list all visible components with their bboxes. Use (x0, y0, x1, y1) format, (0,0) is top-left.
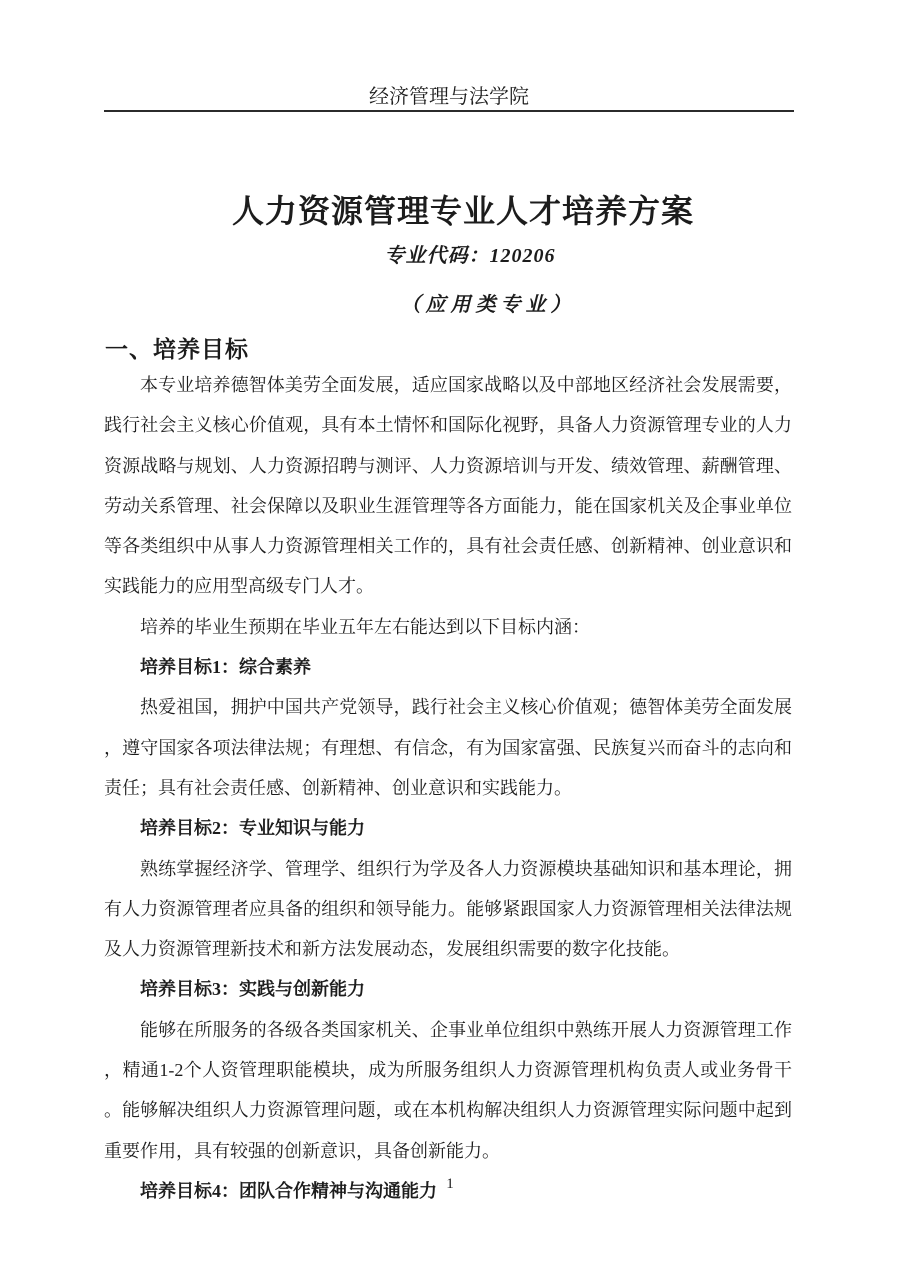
major-code-line: 专业代码：120206 (384, 245, 556, 267)
objective-subheading: 培养目标1：综合素养 (140, 657, 311, 678)
objective-subheading: 培养目标2：专业知识与能力 (140, 818, 365, 839)
section-heading: 一、培养目标 (105, 336, 249, 362)
page-number: 1 (446, 1176, 454, 1192)
category-line: （应用类专业） (400, 294, 576, 316)
section-paragraphs (104, 365, 792, 1211)
body-paragraph: 熟练掌握经济学、管理学、组织行为学及各人力资源模块基础知识和基本理论，拥有人力资源管理者应具备的组织和领导能力。能够紧跟国家人力资源管理相关法律法规及人力资源管理新技术和新方法发展动态，发展组织需要的数字化技能。 (104, 858, 792, 960)
document-title: 人力资源管理专业人才培养方案 (231, 193, 694, 229)
body-paragraph: 本专业培养德智体美劳全面发展，适应国家战略以及中部地区经济社会发展需要，践行社会主义核心价值观，具有本土情怀和国际化视野，具备人力资源管理专业的人力资源战略与规划、人力资源招聘与测评、人力资源培训与开发、绩效管理、薪酬管理、劳动关系管理、社会保障以及职业生涯管理等各方面能力，能在国家机关及企事业单位等各类组织中从事人力资源管理相关工作的，具有社会责任感、创新精神、创业意识和实践能力的应用型高级专门人才。 (104, 375, 792, 597)
objective-subheading: 培养目标3：实践与创新能力 (140, 979, 365, 1000)
objective-subheading: 培养目标4：团队合作精神与沟通能力 (140, 1180, 437, 1201)
body-paragraph: 培养的毕业生预期在毕业五年左右能达到以下目标内涵： (140, 616, 590, 637)
body-paragraph: 热爱祖国，拥护中国共产党领导，践行社会主义核心价值观；德智体美劳全面发展，遵守国家各项法律法规；有理想、有信念，有为国家富强、民族复兴而奋斗的志向和责任；具有社会责任感、创新精神、创业意识和实践能力。 (104, 697, 792, 798)
page-header (104, 86, 794, 112)
page-header-text: 经济管理与法学院 (369, 86, 529, 108)
body-paragraph: 能够在所服务的各级各类国家机关、企事业单位组织中熟练开展人力资源管理工作，精通1-2个人资管理职能模块，成为所服务组织人力资源管理机构负责人或业务骨干。能够解决组织人力资源管理问题，或在本机构解决组织人力资源管理实际问题中起到重要作用，具有较强的创新意识，具备创新能力。 (104, 1019, 792, 1161)
